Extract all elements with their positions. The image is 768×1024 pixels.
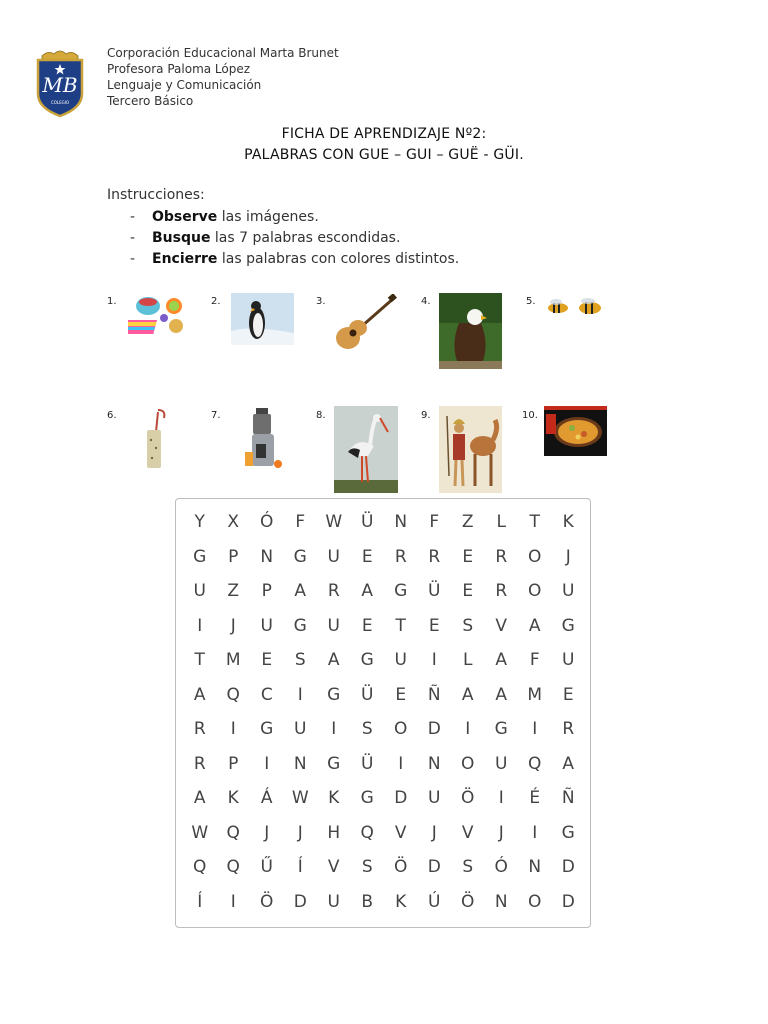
letter-cell[interactable]: Á	[260, 788, 273, 809]
letter-cell[interactable]: S	[361, 857, 373, 878]
letter-cell[interactable]: G	[260, 719, 274, 740]
letter-cell[interactable]: R	[562, 719, 575, 740]
penguin-icon	[231, 293, 294, 345]
wasps-icon	[544, 294, 606, 322]
instructions-label: Instrucciones:	[107, 187, 205, 203]
letter-cell[interactable]: N	[427, 753, 441, 774]
logo-text: MB	[42, 73, 78, 97]
letter-cell[interactable]: Ü	[361, 684, 374, 705]
letter-cell[interactable]: E	[261, 650, 273, 671]
letter-cell[interactable]: I	[331, 719, 337, 740]
letter-cell[interactable]: T	[529, 512, 540, 533]
letter-cell[interactable]: I	[431, 650, 437, 671]
word-search-grid[interactable]	[183, 505, 585, 919]
letter-cell[interactable]: Ñ	[561, 788, 575, 809]
letter-cell[interactable]: Q	[528, 753, 542, 774]
letter-cell[interactable]: D	[427, 719, 441, 740]
letter-cell[interactable]: E	[361, 546, 373, 567]
letter-cell[interactable]: U	[327, 615, 340, 636]
letter-cell[interactable]: M	[527, 684, 543, 705]
picture-number: 1.	[107, 296, 117, 307]
letter-cell[interactable]: I	[230, 719, 236, 740]
letter-cell[interactable]: T	[194, 650, 205, 671]
letter-cell[interactable]: I	[398, 753, 404, 774]
letter-cell[interactable]: G	[360, 650, 374, 671]
letter-cell[interactable]: U	[327, 546, 340, 567]
letter-cell[interactable]: S	[294, 650, 306, 671]
letter-cell[interactable]: A	[562, 753, 575, 774]
letter-cell[interactable]: G	[193, 546, 207, 567]
letter-cell[interactable]: Ö	[461, 788, 475, 809]
letter-cell[interactable]: D	[427, 857, 441, 878]
letter-cell[interactable]: U	[327, 891, 340, 912]
letter-cell[interactable]: V	[327, 857, 340, 878]
letter-cell[interactable]: I	[532, 719, 538, 740]
letter-cell[interactable]: G	[394, 581, 408, 602]
letter-cell[interactable]: O	[461, 753, 475, 774]
subject-name: Lenguaje y Comunicación	[107, 78, 262, 92]
letter-cell[interactable]: R	[193, 719, 206, 740]
letter-cell[interactable]: B	[361, 891, 374, 912]
letter-cell[interactable]: Ö	[260, 891, 274, 912]
letter-cell[interactable]: Ü	[361, 512, 374, 533]
letter-cell[interactable]: D	[293, 891, 307, 912]
letter-cell[interactable]: J	[264, 822, 270, 843]
letter-cell[interactable]: O	[528, 891, 542, 912]
teacher-name: Profesora Paloma López	[107, 62, 251, 76]
letter-cell[interactable]: Ñ	[427, 684, 441, 705]
letter-cell[interactable]: E	[462, 546, 474, 567]
letter-cell[interactable]: R	[394, 546, 407, 567]
letter-cell[interactable]: S	[462, 615, 474, 636]
picture-number: 10.	[522, 410, 538, 421]
letter-cell[interactable]: F	[429, 512, 440, 533]
school-header	[107, 45, 339, 109]
letter-cell[interactable]: A	[193, 788, 206, 809]
letter-cell[interactable]: E	[462, 581, 474, 602]
letter-cell[interactable]: Ü	[428, 581, 441, 602]
letter-cell[interactable]: I	[498, 788, 504, 809]
letter-cell[interactable]: K	[562, 512, 574, 533]
letter-cell[interactable]: C	[260, 684, 273, 705]
letter-cell[interactable]: D	[394, 788, 408, 809]
letter-cell[interactable]: Z	[227, 581, 240, 602]
letter-cell[interactable]: R	[193, 753, 206, 774]
letter-cell[interactable]: U	[562, 581, 575, 602]
letter-cell[interactable]: K	[395, 891, 407, 912]
letter-cell[interactable]: G	[494, 719, 508, 740]
letter-cell[interactable]: L	[496, 512, 506, 533]
letter-cell[interactable]: V	[495, 615, 508, 636]
letter-cell[interactable]: O	[528, 581, 542, 602]
letter-cell[interactable]: S	[462, 857, 474, 878]
instruction-item: - Busque las 7 palabras escondidas.	[130, 230, 401, 246]
school-name: Corporación Educacional Marta Brunet	[107, 46, 339, 60]
letter-cell[interactable]: V	[394, 822, 407, 843]
letter-cell[interactable]: A	[495, 650, 508, 671]
instructions-list	[130, 207, 459, 270]
letter-cell[interactable]: U	[294, 719, 307, 740]
letter-cell[interactable]: A	[327, 650, 340, 671]
letter-cell[interactable]: K	[227, 788, 239, 809]
letter-cell[interactable]: Ü	[361, 753, 374, 774]
letter-cell[interactable]: Ű	[260, 857, 273, 878]
letter-cell[interactable]: O	[394, 719, 408, 740]
letter-cell[interactable]: Í	[197, 891, 203, 912]
picture-number: 9.	[421, 410, 431, 421]
letter-cell[interactable]: A	[495, 684, 508, 705]
letter-cell[interactable]: G	[360, 788, 374, 809]
letter-cell[interactable]: G	[293, 615, 307, 636]
grade-level: Tercero Básico	[107, 94, 194, 108]
letter-cell[interactable]: P	[228, 546, 239, 567]
letter-cell[interactable]: I	[465, 719, 471, 740]
letter-cell[interactable]: W	[325, 512, 343, 533]
letter-cell[interactable]: G	[327, 753, 341, 774]
letter-cell[interactable]: U	[495, 753, 508, 774]
letter-cell[interactable]: N	[394, 512, 408, 533]
letter-cell[interactable]: Ó	[494, 857, 508, 878]
letter-cell[interactable]: J	[498, 822, 504, 843]
warrior-horse-icon	[439, 406, 502, 493]
letter-cell[interactable]: A	[193, 684, 206, 705]
letter-cell[interactable]: R	[428, 546, 441, 567]
letter-cell[interactable]: J	[431, 822, 437, 843]
letter-cell[interactable]: Y	[194, 512, 205, 533]
worksheet-subtitle: PALABRAS CON GUE – GUI – GUË - GÜI.	[244, 147, 524, 163]
letter-cell[interactable]: J	[565, 546, 571, 567]
letter-cell[interactable]: A	[361, 581, 374, 602]
instruction-item: - Encierre las palabras con colores distintos.	[130, 251, 460, 267]
letter-cell[interactable]: Ó	[260, 512, 274, 533]
letter-cell[interactable]: G	[327, 684, 341, 705]
letter-cell[interactable]: Í	[297, 857, 303, 878]
picture-number: 5.	[526, 296, 536, 307]
instruction-item: - Observe las imágenes.	[130, 209, 319, 225]
letter-cell[interactable]: A	[528, 615, 541, 636]
letter-cell[interactable]: I	[264, 753, 270, 774]
letter-cell[interactable]: N	[528, 857, 542, 878]
letter-cell[interactable]: V	[461, 822, 474, 843]
picture-number: 7.	[211, 410, 221, 421]
letter-cell[interactable]: T	[395, 615, 406, 636]
letter-cell[interactable]: Q	[360, 822, 374, 843]
picture-number: 3.	[316, 296, 326, 307]
stew-dish-icon	[544, 406, 607, 456]
letter-cell[interactable]: U	[394, 650, 407, 671]
worksheet-title: FICHA DE APRENDIZAJE Nº2:	[281, 126, 487, 142]
letter-cell[interactable]: I	[297, 684, 303, 705]
letter-cell[interactable]: Ö	[394, 857, 408, 878]
letter-cell[interactable]: A	[294, 581, 307, 602]
letter-cell[interactable]: I	[230, 891, 236, 912]
letter-cell[interactable]: J	[230, 615, 236, 636]
letter-cell[interactable]: U	[193, 581, 206, 602]
letter-cell[interactable]: R	[327, 581, 340, 602]
letter-cell[interactable]: D	[561, 891, 575, 912]
letter-cell[interactable]: F	[529, 650, 540, 671]
letter-cell[interactable]: Z	[461, 512, 474, 533]
letter-cell[interactable]: S	[361, 719, 373, 740]
letter-cell[interactable]: N	[293, 753, 307, 774]
picture-number: 6.	[107, 410, 117, 421]
letter-cell[interactable]: H	[327, 822, 341, 843]
juicer-icon	[242, 406, 284, 470]
letter-cell[interactable]: Q	[226, 857, 240, 878]
letter-cell[interactable]: O	[528, 546, 542, 567]
letter-cell[interactable]: X	[227, 512, 240, 533]
letter-cell[interactable]: F	[295, 512, 306, 533]
letter-cell[interactable]: A	[461, 684, 474, 705]
letter-cell[interactable]: Ö	[461, 891, 475, 912]
letter-cell[interactable]: Q	[226, 684, 240, 705]
letter-cell[interactable]: E	[562, 684, 574, 705]
letter-cell[interactable]: E	[428, 615, 440, 636]
guitar-icon	[334, 294, 398, 352]
letter-cell[interactable]: I	[197, 615, 203, 636]
letter-cell[interactable]: G	[561, 615, 575, 636]
letter-cell[interactable]: N	[260, 546, 274, 567]
letter-cell[interactable]: U	[562, 650, 575, 671]
letter-cell[interactable]: J	[297, 822, 303, 843]
picture-number: 4.	[421, 296, 431, 307]
letter-cell[interactable]: W	[291, 788, 309, 809]
letter-cell[interactable]: R	[495, 546, 508, 567]
letter-cell[interactable]: Q	[193, 857, 207, 878]
school-logo	[34, 46, 86, 118]
letter-cell[interactable]: G	[293, 546, 307, 567]
letter-cell[interactable]: Ú	[428, 891, 441, 912]
letter-cell[interactable]: E	[361, 615, 373, 636]
letter-cell[interactable]: D	[561, 857, 575, 878]
letter-cell[interactable]: P	[228, 753, 239, 774]
letter-cell[interactable]: W	[191, 822, 209, 843]
stork-icon	[334, 406, 398, 493]
eagle-icon	[439, 293, 502, 369]
umbrella-stand-icon	[140, 408, 170, 470]
letter-cell[interactable]: E	[395, 684, 407, 705]
letter-cell[interactable]: G	[561, 822, 575, 843]
letter-cell[interactable]: É	[529, 788, 541, 809]
letter-cell[interactable]: L	[463, 650, 473, 671]
letter-cell[interactable]: P	[261, 581, 272, 602]
letter-cell[interactable]: U	[260, 615, 273, 636]
letter-cell[interactable]: I	[532, 822, 538, 843]
logo-subtext: COLEGIO	[50, 100, 70, 105]
letter-cell[interactable]: U	[428, 788, 441, 809]
picture-number: 2.	[211, 296, 221, 307]
toys-icon	[128, 294, 188, 340]
letter-cell[interactable]: N	[494, 891, 508, 912]
letter-cell[interactable]: K	[328, 788, 340, 809]
letter-cell[interactable]: M	[225, 650, 241, 671]
picture-number: 8.	[316, 410, 326, 421]
letter-cell[interactable]: Q	[226, 822, 240, 843]
letter-cell[interactable]: R	[495, 581, 508, 602]
